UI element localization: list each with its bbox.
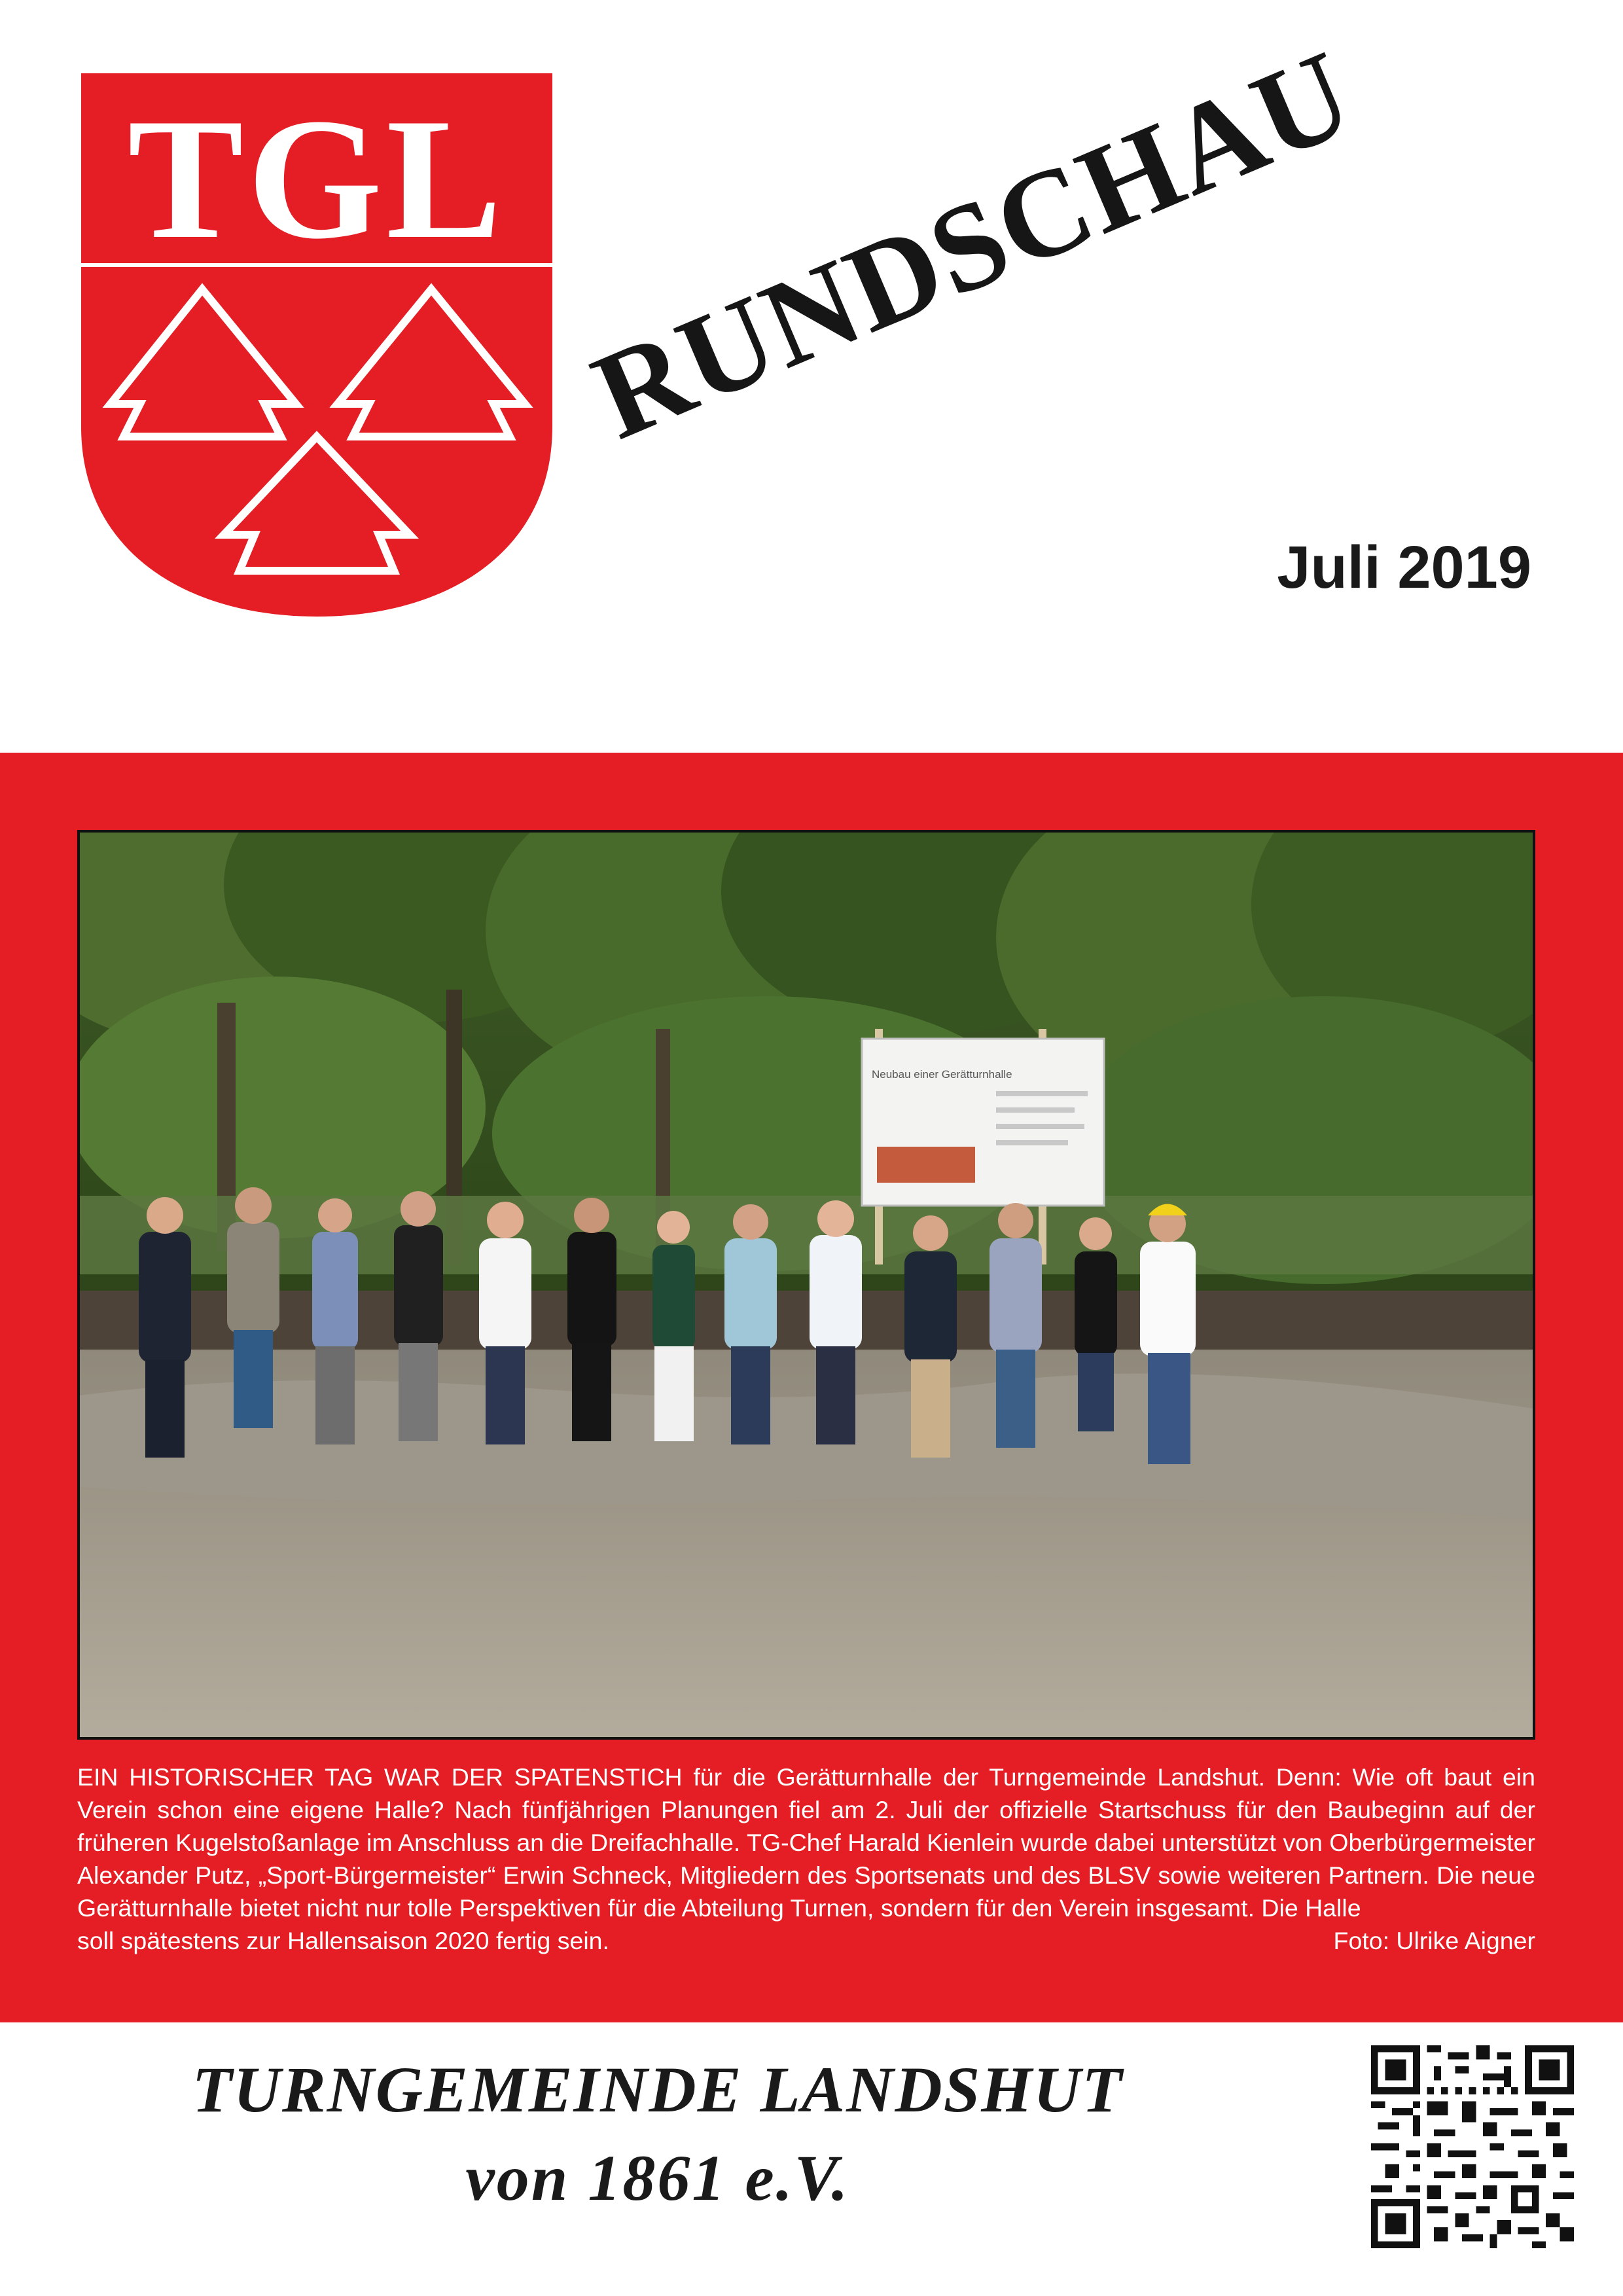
cover-photo — [77, 830, 1535, 1740]
issue-date: Juli 2019 — [1277, 534, 1531, 601]
caption-text: EIN HISTORISCHER TAG WAR DER SPATENSTICH für die Gerätturnhalle der Turngemeinde Landshut. Denn: Wie oft baut ein Verein schon eine eigene Halle? Nach fünfjährigen Planungen fiel am 2. Juli der offizielle Startschuss für den Baubeginn auf der früheren Kugelstoßanlage im Anschluss an die Dreifachhalle. TG-Chef Harald Kienlein wurde dabei unterstützt von Oberbürgermeister Alexander Putz, „Sport-Bürgermeister“ Erwin Schneck, Mitgliedern des Sportsenats und des BLSV sowie weiteren Partnern. Die neue Gerätturnhalle bietet nicht nur tolle Perspektiven für die Abteilung Turnen, sondern für den Verein insgesamt. Die Halle — [77, 1763, 1535, 1922]
logo-text: TGL — [128, 83, 506, 275]
qr-code-icon — [1371, 2045, 1574, 2248]
photo-caption — [77, 1761, 1535, 1957]
org-name-line2: von 1861 e.V. — [465, 2142, 850, 2214]
caption-last-line — [77, 1924, 1535, 1957]
caption-text-end: soll spätestens zur Hallensaison 2020 fertig sein. — [77, 1927, 609, 1954]
masthead-title: RUNDSCHAU — [575, 24, 1372, 466]
groundbreaking-scene — [80, 833, 1533, 1737]
org-name-line1: TURNGEMEINDE LANDSHUT — [192, 2053, 1124, 2126]
construction-sign-text: Neubau einer Gerätturnhalle — [872, 1068, 1012, 1081]
photo-credit: Foto: Ulrike Aigner — [1333, 1927, 1535, 1954]
tgl-shield-logo — [81, 73, 552, 617]
